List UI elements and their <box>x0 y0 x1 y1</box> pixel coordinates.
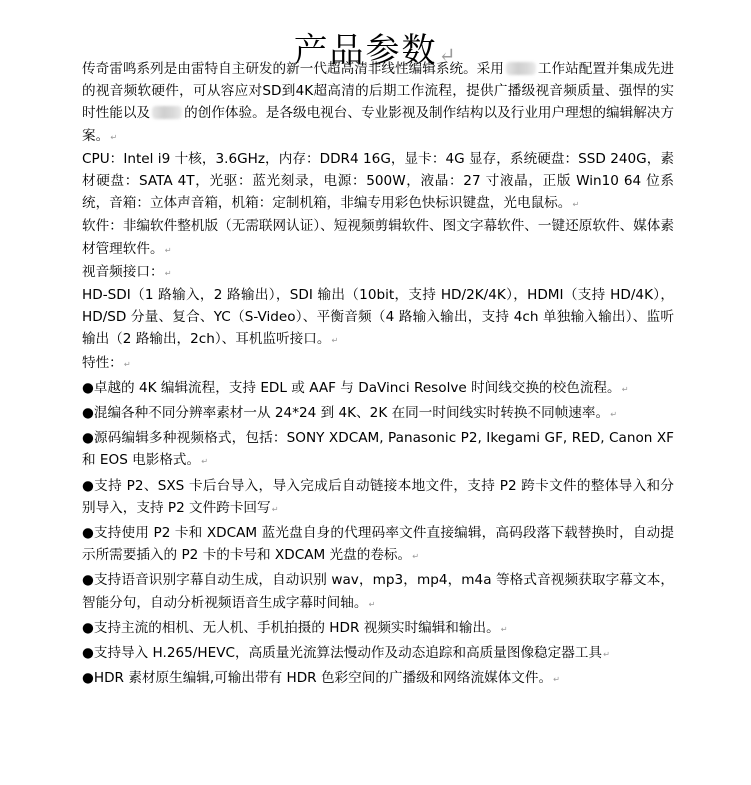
paragraph-mark-icon: ↵ <box>610 409 617 420</box>
paragraph-mark-icon: ↵ <box>412 551 419 562</box>
page-title: 产品参数↵ <box>293 30 458 71</box>
paragraph-mark-icon: ↵ <box>438 42 458 67</box>
io-detail-paragraph: HD-SDI（1 路输入，2 路输出），SDI 输出（10bit，支持 HD/2K/4K），HDMI（支持 HD/4K），HD/SD 分量、复合、YC（S-Video）、平衡音频（4 路输入输出，支持 4ch 单独输入输出）、监听输出（2 路输出，2ch）、耳机监听接口。↵ <box>82 287 674 348</box>
feature-item: ●卓越的 4K 编辑流程，支持 EDL 或 AAF 与 DaVinci Resolve 时间线交换的校色流程。↵ <box>82 379 629 396</box>
paragraph-mark-icon: ↵ <box>271 503 279 514</box>
paragraph-mark-icon: ↵ <box>123 358 131 369</box>
paragraph-mark-icon: ↵ <box>164 267 172 278</box>
feature-item: ●支持导入 H.265/HEVC，高质量光流算法慢动作及动态追踪和高质量图像稳定器工具↵ <box>82 645 610 662</box>
paragraph-mark-icon: ↵ <box>368 598 376 609</box>
paragraph-mark-icon: ↵ <box>553 674 560 685</box>
redacted-brand-blur <box>506 62 536 75</box>
paragraph-mark-icon: ↵ <box>603 649 610 660</box>
paragraph-mark-icon: ↵ <box>331 335 339 346</box>
feature-item: ●支持主流的相机、无人机、手机拍摄的 HDR 视频实时编辑和输出。↵ <box>82 619 508 636</box>
feature-item: ●源码编辑多种视频格式，包括：SONY XDCAM, Panasonic P2, Ikegami GF, RED, Canon XF 和 EOS 电影格式。↵ <box>82 430 674 469</box>
hardware-spec-paragraph: CPU：Intel i9 十核，3.6GHz，内存：DDR4 16G，显卡：4G 显存，系统硬盘：SSD 240G，素材硬盘：SATA 4T，光驱：蓝光刻录，电源：500W，液晶：27 寸液晶，正版 Win10 64 位系统，音箱：立体声音箱，机箱：定制机箱，非编专用彩色快标识键盘，光电鼠标。↵ <box>82 150 674 212</box>
feature-item: ●支持 P2、SXS 卡后台导入，导入完成后自动链接本地文件，支持 P2 跨卡文件的整体导入和分别导入，支持 P2 文件跨卡回写↵ <box>82 477 674 516</box>
software-paragraph: 软件：非编软件整机版（无需联网认证）、短视频剪辑软件、图文字幕软件、一键还原软件、媒体素材管理软件。↵ <box>82 218 674 257</box>
redacted-brand-blur <box>152 106 182 119</box>
paragraph-mark-icon: ↵ <box>621 383 629 394</box>
paragraph-mark-icon: ↵ <box>500 623 508 634</box>
document-body <box>82 58 674 690</box>
feature-item: ●HDR 素材原生编辑,可输出带有 HDR 色彩空间的广播级和网络流媒体文件。↵ <box>82 670 560 687</box>
feature-item: ●支持使用 P2 卡和 XDCAM 蓝光盘自身的代理码率文件直接编辑，高码段落下载替换时，自动提示所需要插入的 P2 卡的卡号和 XDCAM 光盘的卷标。↵ <box>82 525 674 564</box>
paragraph-mark-icon: ↵ <box>572 199 580 210</box>
paragraph-mark-icon: ↵ <box>164 244 172 255</box>
paragraph-mark-icon: ↵ <box>201 456 208 467</box>
io-heading: 视音频接口：↵ <box>82 263 172 280</box>
features-heading: 特性：↵ <box>82 354 131 371</box>
paragraph-mark-icon: ↵ <box>110 131 118 142</box>
intro-paragraph: 传奇雷鸣系列是由雷特自主研发的新一代超高清非线性编辑系统。采用 工作站配置并集成先进的视音频软硬件，可从容应对SD到4K超高清的后期工作流程，提供广播级视音频质量、强悍的实时性能以及 的创作体验。是各级电视台、专业影视及制作结构以及行业用户理想的编辑解决方案。↵ <box>82 61 675 144</box>
feature-item: ●混编各种不同分辨率素材一从 24*24 到 4K、2K 在同一时间线实时转换不同帧速率。↵ <box>82 405 617 422</box>
feature-item: ●支持语音识别字幕自动生成，自动识别 wav，mp3，mp4，m4a 等格式音视频获取字幕文本，智能分句，自动分析视频语音生成字幕时间轴。↵ <box>82 572 674 611</box>
